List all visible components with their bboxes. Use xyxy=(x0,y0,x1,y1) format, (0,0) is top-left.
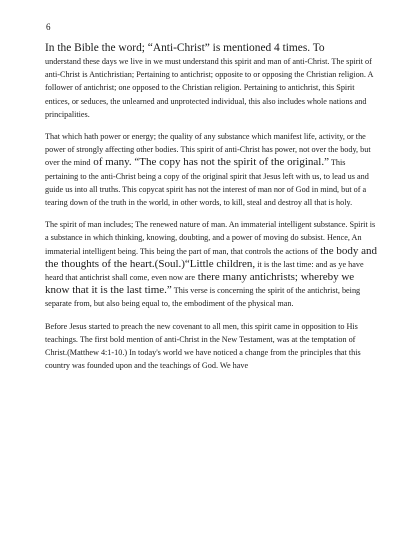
paragraph-2-text-1: That which hath power or energy; the quality of any substance which manifest life, activity, or the power of strongly affecting other bodies. This spirit of anti-Christ has power, not over the body, but over the mind xyxy=(45,132,371,168)
paragraph-3-text-3: This verse is concerning the spirit of the antichrist, being separate from, but also being equal to, the embodiment of the physical man. xyxy=(45,286,361,309)
paragraph-3-text-2: it is the last time: and as ye have heard that antichrist shall come, even now are xyxy=(45,259,364,283)
paragraph-4 xyxy=(45,320,378,373)
paragraph-1 xyxy=(45,41,378,121)
paragraph-3-quote-2: there many antichrists; whereby we know that it is the last time.” xyxy=(45,271,355,297)
paragraph-1-body: understand these days we live in we must understand this spirit and man of anti-Christ. The spirit of anti-Christ is Antichristian; Pertaining to antichrist; opposite to or opposing the Christian religion. A follower of antichrist; one opposed to the Christian religion. Pertaining to antichrist, this Spirit entices, or seduces, the unlearned and unprotected individual, this also includes whole nations and principalities. xyxy=(45,57,373,119)
paragraph-2-text-2: This pertaining to the anti-Christ being a copy of the original spirit that Jesus left with us, to lead us and guide us into all truths. This copycat spirit has not the interest of man nor of God in mind, but of a tearing down of the truth in the world, in other words, to kill, steal and destroy all that is holy. xyxy=(45,158,369,208)
paragraph-2-quote: of many. “The copy has not the spirit of the original.” xyxy=(90,156,329,169)
page-number: 6 xyxy=(46,22,51,32)
paragraph-1-lead: In the Bible the word; “Anti-Christ” is mentioned 4 times. To xyxy=(45,42,325,54)
paragraph-3-quote-1: the body and the thoughts of the heart.(Soul.)“Little children, xyxy=(45,244,378,270)
paragraph-2 xyxy=(45,130,378,209)
paragraph-3 xyxy=(45,218,378,310)
paragraph-3-text-1: The spirit of man includes; The renewed nature of man. An immaterial intelligent substance. Spirit is a substance in which thinking, knowing, doubting, and a power of moving do subsist. Hence, An immaterial intelligent being. This being the part of man, that controls the actions of xyxy=(45,220,376,256)
paragraph-4-text-1: Before Jesus started to preach the new covenant to all men, this spirit came in opposition to His teachings. The first bold mention of anti-Christ in the New Testament, was at the temptation of Christ.(Matthew 4:1-10.) In today's world we have noticed a change from the principles that this country was founded upon and the teachings of God. We have xyxy=(45,321,361,371)
